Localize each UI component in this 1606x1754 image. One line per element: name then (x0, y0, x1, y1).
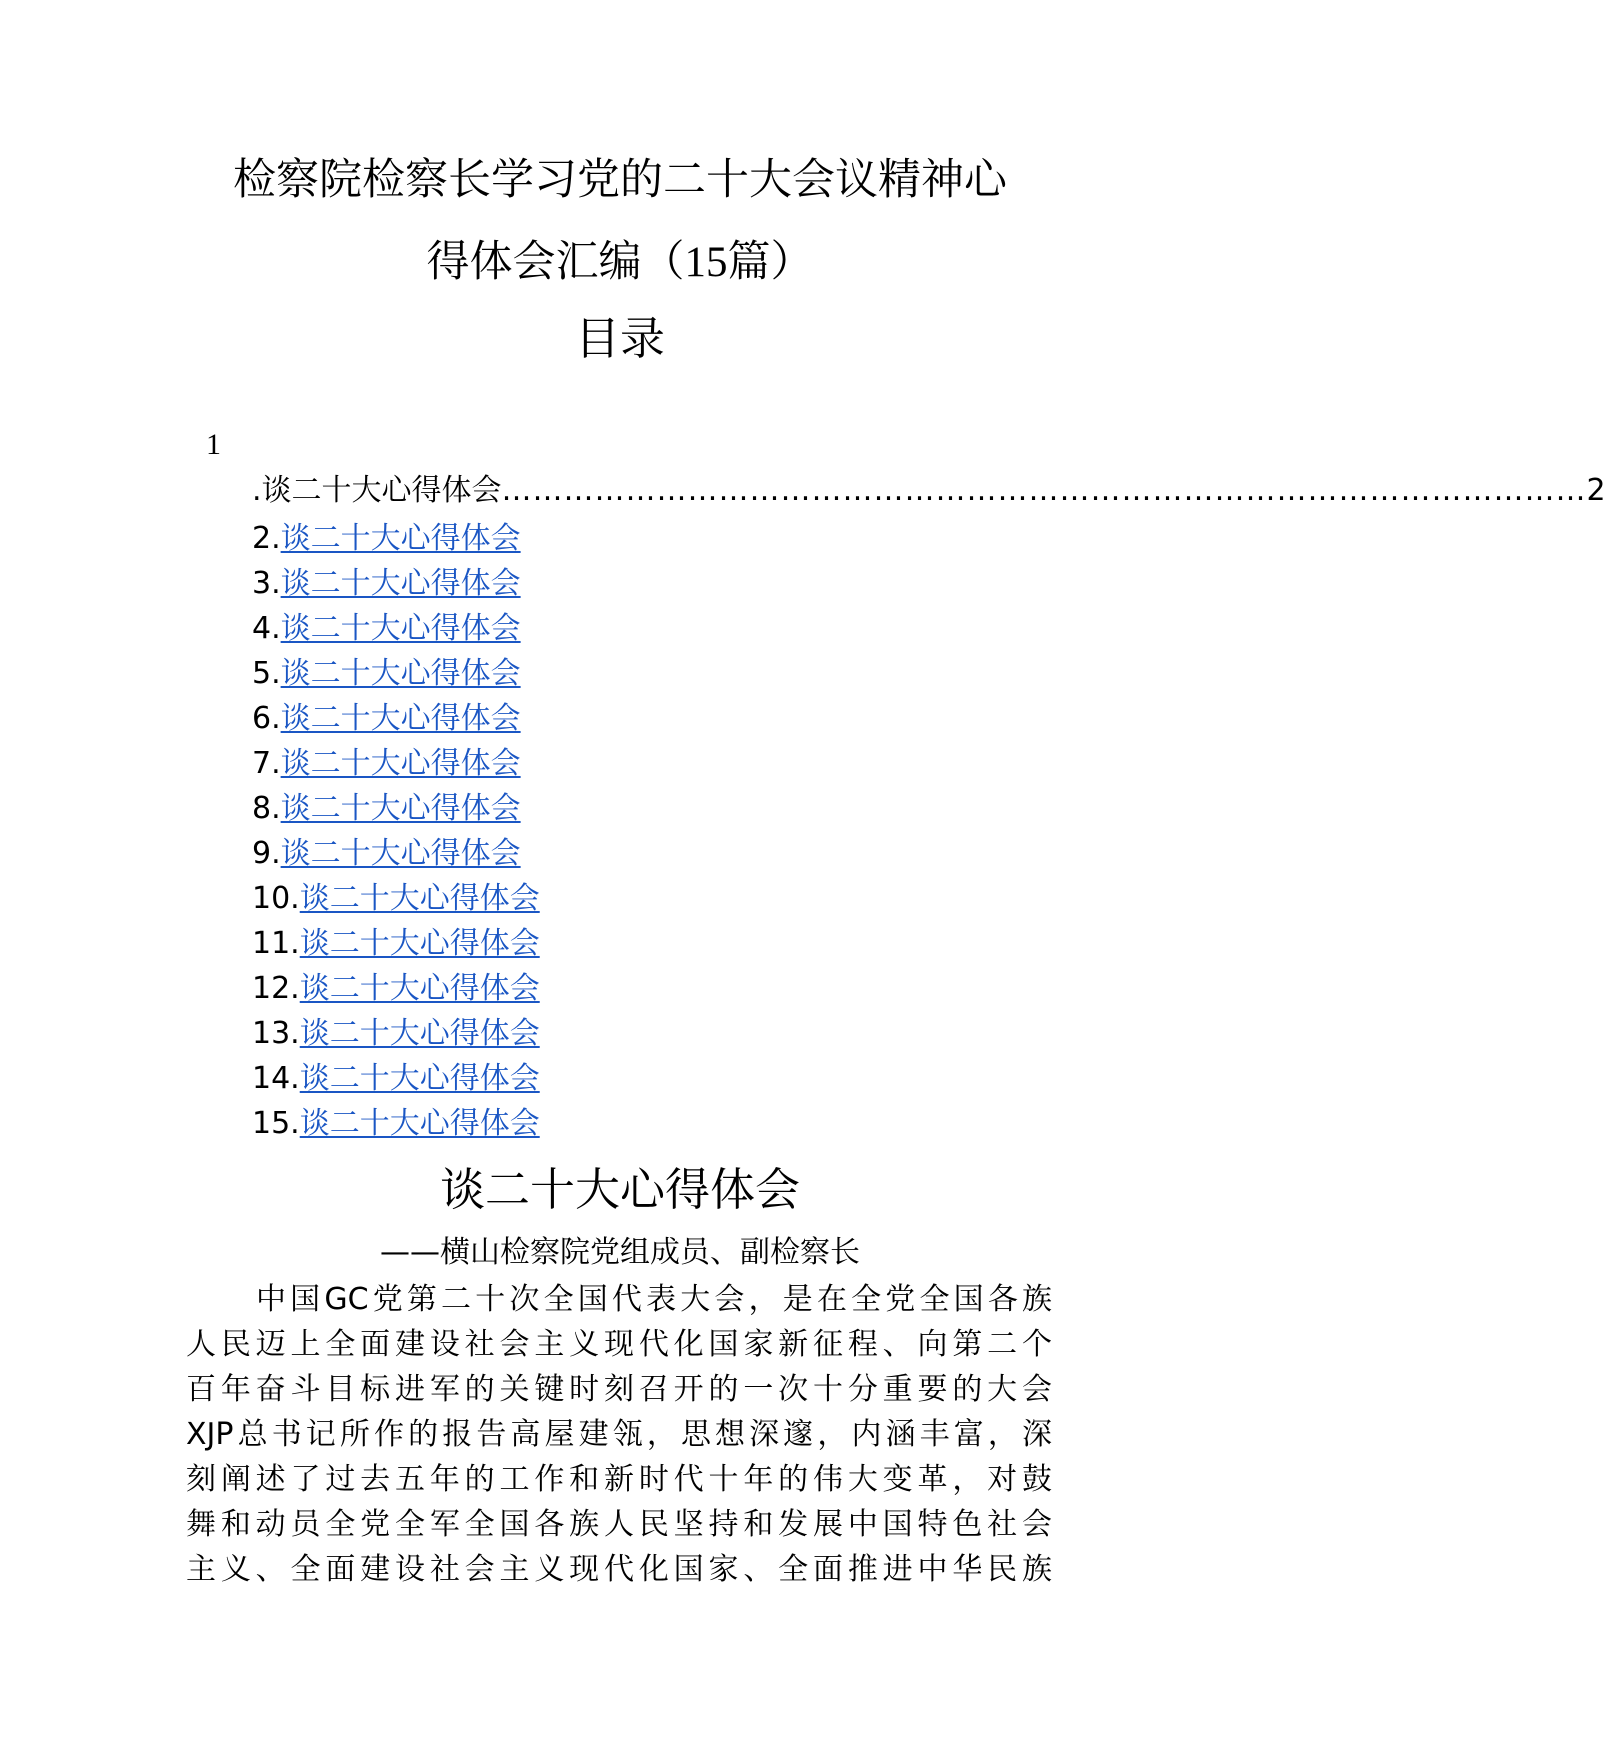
toc-entry-link[interactable]: 谈二十大心得体会 (299, 971, 540, 1006)
title-count: 15 (684, 239, 728, 286)
document-title-line-2 (0, 232, 1240, 293)
toc-entry-link[interactable]: 谈二十大心得体会 (280, 566, 521, 601)
section-title: 谈二十大心得体会 (439, 1163, 800, 1216)
toc-entry-number: 8. (252, 791, 281, 826)
toc-entry-number: 12. (252, 971, 300, 1006)
body-line: 百年奋斗目标进军的关键时刻召开的一次十分重要的大会 (186, 1372, 1052, 1407)
toc-entry-number: 4. (252, 611, 281, 646)
toc-entry-link[interactable]: 谈二十大心得体会 (299, 881, 540, 916)
toc-entry (252, 606, 540, 651)
toc-entry-number: 7. (252, 746, 281, 781)
toc-entry-number: 9. (252, 836, 281, 871)
toc-entry-link[interactable]: 谈二十大心得体会 (299, 1106, 540, 1141)
toc-entry-link[interactable]: 谈二十大心得体会 (280, 701, 521, 736)
body-line: 中国GC党第二十次全国代表大会，是在全党全国各族 (256, 1282, 1052, 1317)
body-paragraph (186, 1277, 1052, 1592)
toc-entry-number: 6. (252, 701, 281, 736)
toc-entry-link[interactable]: 谈二十大心得体会 (299, 926, 540, 961)
toc-entry (252, 876, 540, 921)
toc-entry-1-page: 2 (1586, 473, 1606, 508)
toc-entry-link[interactable]: 谈二十大心得体会 (299, 1061, 540, 1096)
toc-heading: 目录 (574, 312, 665, 365)
toc-entry-link[interactable]: 谈二十大心得体会 (280, 746, 521, 781)
toc-stray-number: 1 (206, 428, 221, 461)
toc-entry-number: 5. (252, 656, 281, 691)
toc-entry-number: 11. (252, 926, 300, 961)
toc-entry (252, 1011, 540, 1056)
toc-entry-link[interactable]: 谈二十大心得体会 (280, 611, 521, 646)
toc-leader-dots: …………………………………………………………………………………………… (501, 473, 1587, 508)
toc-entry-1-label: .谈二十大心得体会 (252, 473, 502, 508)
toc-entry-link[interactable]: 谈二十大心得体会 (280, 836, 521, 871)
toc-list (252, 516, 540, 1146)
section-subtitle: ——横山检察院党组成员、副检察长 (380, 1235, 860, 1270)
toc-entry-number: 15. (252, 1106, 300, 1141)
toc-entry-number: 14. (252, 1061, 300, 1096)
toc-entry (252, 921, 540, 966)
body-line: 舞和动员全党全军全国各族人民坚持和发展中国特色社会 (186, 1507, 1052, 1542)
toc-entry (252, 1056, 540, 1101)
body-line: 刻阐述了过去五年的工作和新时代十年的伟大变革，对鼓 (186, 1462, 1052, 1497)
toc-entry-number: 13. (252, 1016, 300, 1051)
document-title-line-1 (0, 150, 1240, 210)
body-line: XJP总书记所作的报告高屋建瓴，思想深邃，内涵丰富，深 (186, 1417, 1052, 1452)
toc-entry (252, 786, 540, 831)
toc-entry-1[interactable] (252, 471, 1606, 511)
toc-entry-link[interactable]: 谈二十大心得体会 (280, 791, 521, 826)
toc-entry (252, 651, 540, 696)
toc-entry (252, 696, 540, 741)
title-prefix: 得体会汇编（ (426, 237, 685, 287)
toc-entry (252, 516, 540, 561)
title-text-1: 检察院检察长学习党的二十大会议精神心 (233, 155, 1007, 205)
toc-entry (252, 966, 540, 1011)
body-line: 人民迈上全面建设社会主义现代化国家新征程、向第二个 (186, 1327, 1052, 1362)
toc-entry-number: 3. (252, 566, 281, 601)
toc-entry-number: 10. (252, 881, 300, 916)
toc-entry (252, 831, 540, 876)
toc-entry-link[interactable]: 谈二十大心得体会 (299, 1016, 540, 1051)
toc-entry-number: 2. (252, 521, 281, 556)
body-line: 主义、全面建设社会主义现代化国家、全面推进中华民族 (186, 1552, 1052, 1587)
toc-entry (252, 1101, 540, 1146)
title-suffix: 篇） (727, 237, 814, 287)
toc-entry-link[interactable]: 谈二十大心得体会 (280, 521, 521, 556)
toc-entry (252, 741, 540, 786)
toc-entry (252, 561, 540, 606)
toc-entry-link[interactable]: 谈二十大心得体会 (280, 656, 521, 691)
